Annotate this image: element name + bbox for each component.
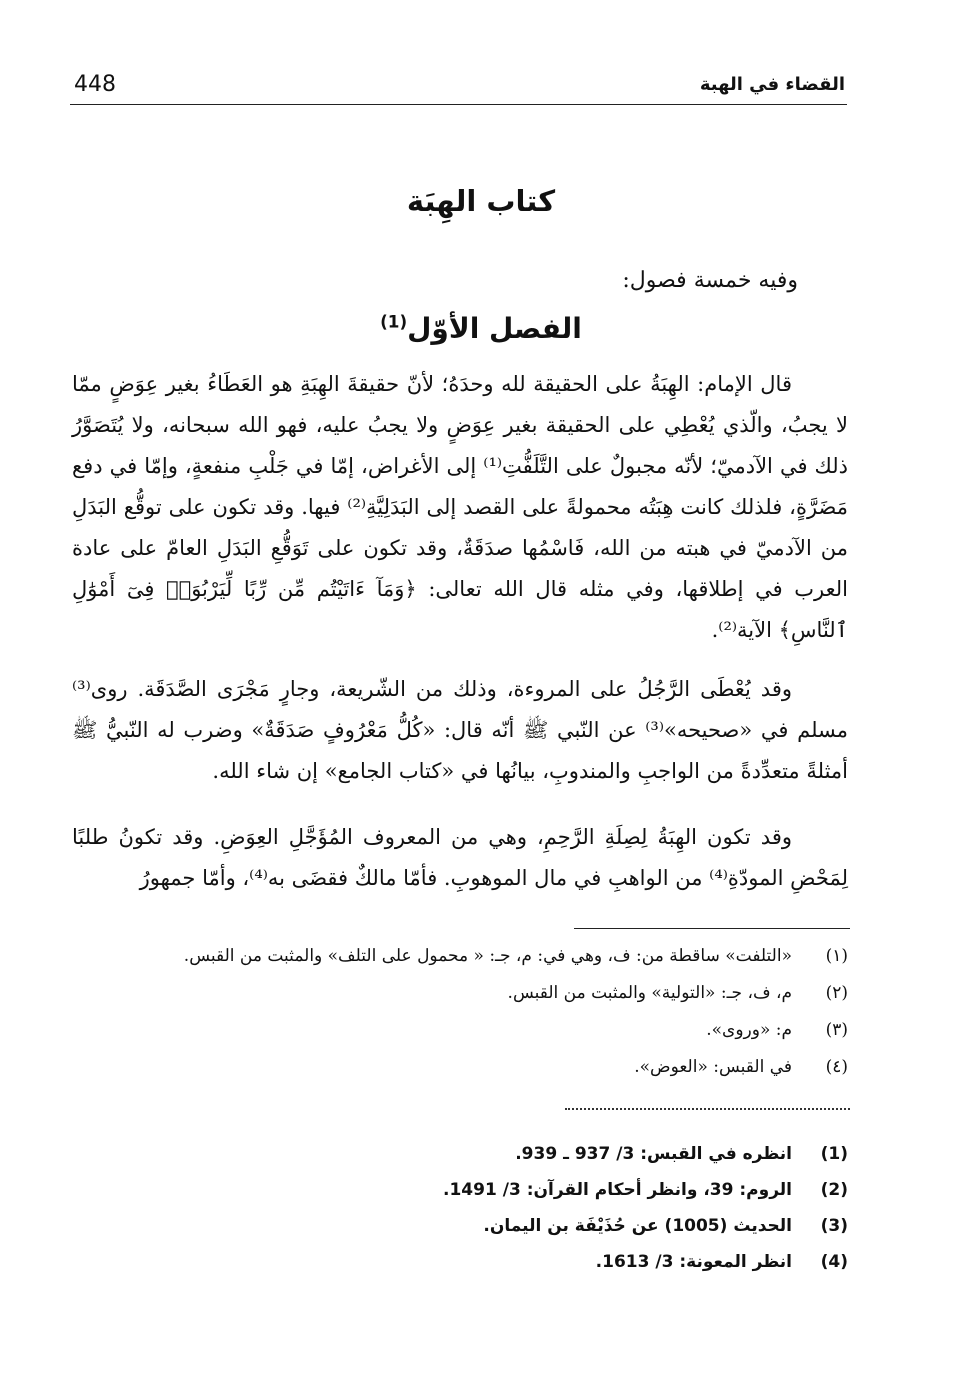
footnote-number: (٣) xyxy=(825,1019,848,1040)
dotted-separator xyxy=(565,1108,850,1110)
chapter-note-ref: (1) xyxy=(380,311,408,332)
footnote-text: م، ف، جـ: «التولية» والمثبت من القبس. xyxy=(507,982,792,1003)
footnote-item xyxy=(88,1011,848,1048)
editor-footnotes xyxy=(88,1136,848,1280)
chapter-title xyxy=(0,312,962,345)
footnote-number: (٤) xyxy=(825,1056,848,1077)
footnote-text: «التلفت» ساقطة من: ف، وهي في: م، جـ: « محمول على التلف» والمثبت من القبس. xyxy=(183,945,792,966)
footnote-separator xyxy=(574,928,850,929)
footnote-item xyxy=(88,1244,848,1280)
footnote-number: (1) xyxy=(820,1144,848,1164)
manuscript-footnotes xyxy=(88,937,848,1085)
book-title: كتاب الهِبَة xyxy=(406,184,556,218)
footnote-item xyxy=(88,937,848,974)
footnote-item xyxy=(88,1208,848,1244)
footnote-text: انظر المعونة: 3/ 1613. xyxy=(595,1252,792,1272)
page-header xyxy=(70,68,847,105)
footnote-number: (٢) xyxy=(825,982,848,1003)
footnote-number: (١) xyxy=(825,945,848,966)
footnote-number: (4) xyxy=(820,1252,848,1272)
footnote-item xyxy=(88,1048,848,1085)
footnote-text: انظره في القبس: 3/ 937 ـ 939. xyxy=(515,1144,792,1164)
footnote-text: م: «وروى». xyxy=(706,1019,792,1040)
footnote-item xyxy=(88,974,848,1011)
paragraph-2 xyxy=(72,669,848,792)
running-head: القضاء في الهبة xyxy=(699,74,845,95)
footnote-text: الحديث (1005) عن حُذَيْفَة بن اليمان. xyxy=(483,1216,792,1236)
footnote-number: (3) xyxy=(820,1216,848,1236)
footnote-item xyxy=(88,1172,848,1208)
paragraph-1 xyxy=(72,364,848,651)
footnote-number: (2) xyxy=(820,1180,848,1200)
footnote-text: الروم: 39، وانظر أحكام القرآن: 3/ 1491. xyxy=(443,1180,792,1200)
intro-line: وفيه خمسة فصول: xyxy=(622,268,798,293)
paragraph-2-text: وقد يُعْطَى الرَّجُلُ على المروءة، وذلك من الشّريعة، وجارٍ مَجْرَى الصَّدَقَة. روى⁽³⁾ مسلم في «صحيحه»⁽³⁾ عن النّبي ﷺ أنّه قال: «كُلُّ مَعْرُوفٍ صَدَقَةٌ» وضرب له النّبيُّ ﷺ أمثلةً متعدِّدةً من الواجبِ والمندوبِ، بيانُها في «كتاب الجامع» إن شاء الله. xyxy=(72,677,848,783)
footnote-text: في القبس: «العوض». xyxy=(634,1056,792,1077)
paragraph-1-text: قال الإمام: الهِبَةُ على الحقيقة لله وحدَهُ؛ لأنّ حقيقةَ الهِبَةِ هو العَطَاءُ بغير عِوَضٍ ممّا لا يجبُ، والّذي يُعْطِي على الحقيقة بغير عِوَضٍ ولا يجبُ عليه، فهو الله سبحانه، ولا يُتَصَوَّرُ ذلك في الآدميّ؛ لأنّه مجبولٌ على التَّلَفُّتِ⁽¹⁾ إلى الأغراض، إمّا في جَلْبِ منفعةٍ، وإمّا في دفع مَضَرَّةٍ، فلذلك كانت هِبَتُه محمولةً على القصد إلى البَدَلِيَّةِ⁽²⁾ فيها. وقد تكون على توقُّع البَدَلِ من الآدميّ في هبته من الله، فَاسْمُها صدَقَةٌ، وقد تكون على تَوَقُّعِ البَدَلِ العامّ على عادة العرب في إطلاقها، وفي مثله قال الله تعالى: ﴿وَمَآ ءَاتَيْتُم مِّن رِّبًا لِّيَرْبُوَا۟ فِىٓ أَمْوَٰلِ ٱلنَّاسِ﴾ الآية⁽²⁾. xyxy=(72,372,849,642)
chapter-title-text: الفصل الأوّل xyxy=(407,312,582,345)
paragraph-3-text: وقد تكون الهِبَةُ لِصِلَةِ الرَّحِمِ، وهي من المعروف المُؤَجَّلِ العِوَضِ. وقد تكونُ طلبًا لِمَحْضِ المودّةِ⁽⁴⁾ من الواهبِ في مال الموهوبِ. فأمّا مالكٌ فقضَى به⁽⁴⁾، وأمّا جمهورُ xyxy=(72,825,848,890)
page-number: 448 xyxy=(74,72,116,97)
footnote-item xyxy=(88,1136,848,1172)
paragraph-3 xyxy=(72,817,848,899)
